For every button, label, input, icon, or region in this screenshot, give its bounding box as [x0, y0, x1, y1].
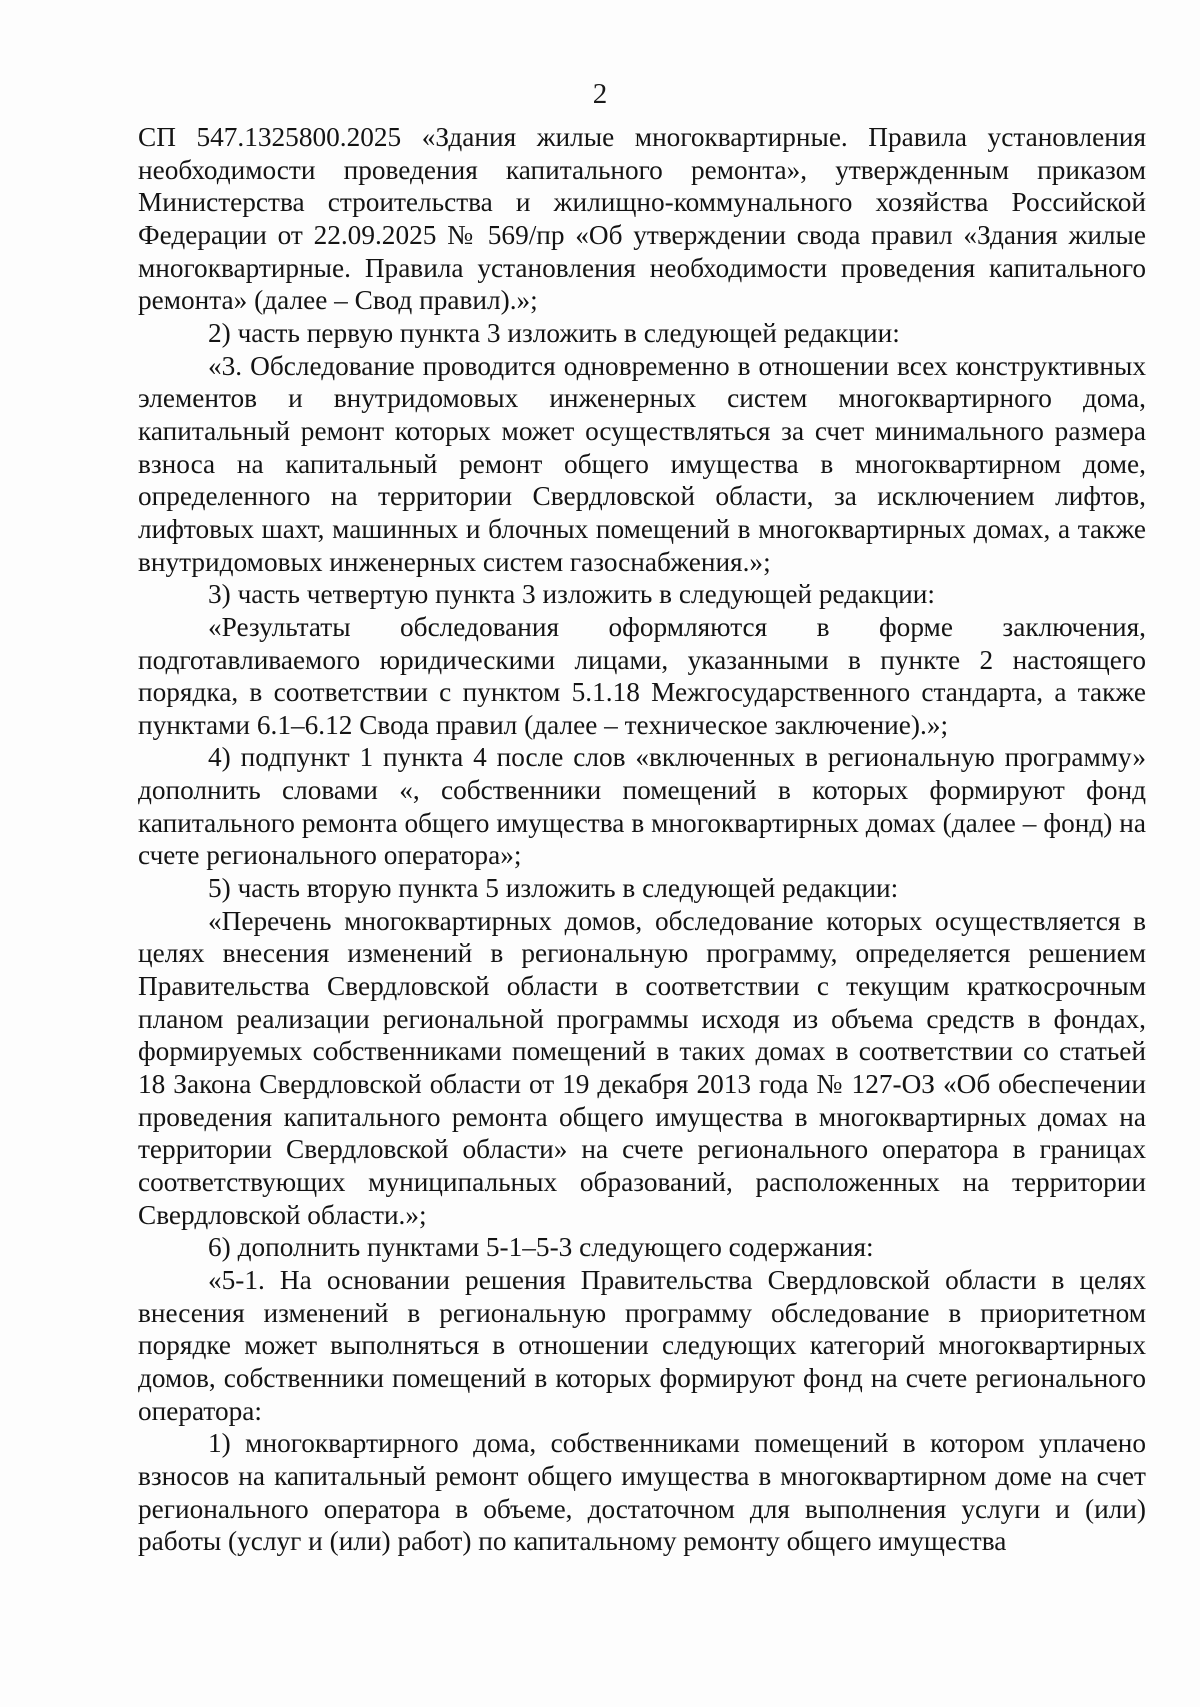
- document-body: [138, 121, 1146, 1558]
- paragraph: 4) подпункт 1 пункта 4 после слов «включенных в региональную программу» дополнить словами «, собственники помещений в которых формируют фонд капитального ремонта общего имущества в многоквартирных домах (далее – фонд) на счете регионального оператора»;: [138, 742, 1146, 871]
- paragraph: «Результаты обследования оформляются в форме заключения, подготавливаемого юридическими лицами, указанными в пункте 2 настоящего порядка, в соответствии с пунктом 5.1.18 Межгосударственного стандарта, а также пунктами 6.1–6.12 Свода правил (далее – техническое заключение).»;: [138, 611, 1146, 740]
- paragraph: 3) часть четвертую пункта 3 изложить в следующей редакции:: [208, 579, 935, 610]
- paragraph: 2) часть первую пункта 3 изложить в следующей редакции:: [208, 317, 900, 348]
- page-number: 2: [592, 78, 608, 110]
- paragraph: «5-1. На основании решения Правительства Свердловской области в целях внесения изменений в региональную программу обследование в приоритетном порядке может выполняться в отношении следующих категорий многоквартирных домов, собственники помещений в которых формируют фонд на счете регионального оператора:: [138, 1264, 1146, 1426]
- paragraph: 1) многоквартирного дома, собственниками помещений в котором уплачено взносов на капитальный ремонт общего имущества в многоквартирном доме на счет регионального оператора в объеме, достаточном для выполнения услуги и (или) работы (услуг и (или) работ) по капитальному ремонту общего имущества: [138, 1428, 1146, 1557]
- paragraph: 6) дополнить пунктами 5-1–5-3 следующего содержания:: [208, 1232, 874, 1263]
- paragraph: «3. Обследование проводится одновременно в отношении всех конструктивных элементов и внутридомовых инженерных систем многоквартирного дома, капитальный ремонт которых может осуществляться за счет минимального размера взноса на капитальный ремонт общего имущества в многоквартирном доме, определенного на территории Свердловской области, за исключением лифтов, лифтовых шахт, машинных и блочных помещений в многоквартирных домах, а также внутридомовых инженерных систем газоснабжения.»;: [138, 350, 1146, 577]
- paragraph: 5) часть вторую пункта 5 изложить в следующей редакции:: [208, 873, 899, 904]
- paragraph: СП 547.1325800.2025 «Здания жилые многоквартирные. Правила установления необходимости проведения капитального ремонта», утвержденным приказом Министерства строительства и жилищно-коммунального хозяйства Российской Федерации от 22.09.2025 № 569/пр «Об утверждении свода правил «Здания жилые многоквартирные. Правила установления необходимости проведения капитального ремонта» (далее – Свод правил).»;: [138, 122, 1146, 316]
- paragraph: «Перечень многоквартирных домов, обследование которых осуществляется в целях внесения изменений в региональную программу, определяется решением Правительства Свердловской области в соответствии с текущим краткосрочным планом реализации региональной программы исходя из объема средств в фондах, формируемых собственниками помещений в таких домах в соответствии со статьей 18 Закона Свердловской области от 19 декабря 2013 года № 127-ОЗ «Об обеспечении проведения капитального ремонта общего имущества в многоквартирных домах на территории Свердловской области» на счете регионального оператора в границах соответствующих муниципальных образований, расположенных на территории Свердловской области.»;: [138, 905, 1146, 1230]
